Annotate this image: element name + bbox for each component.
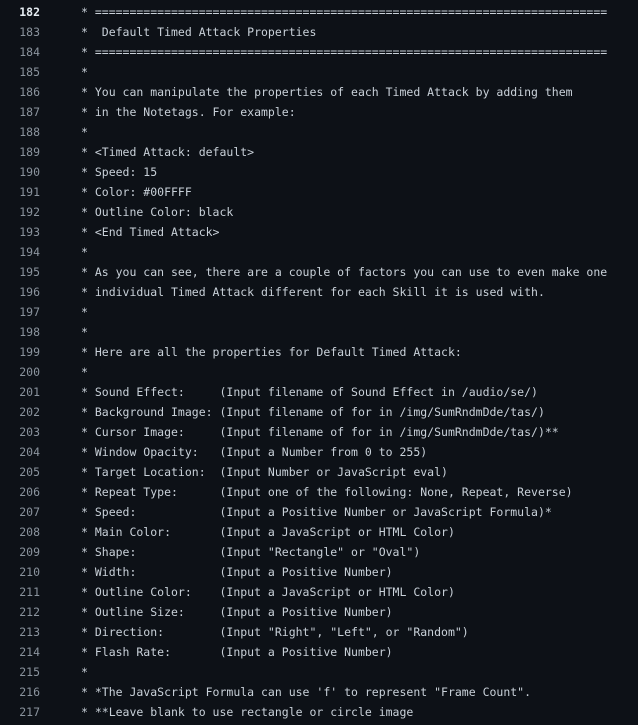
code-line <box>0 342 638 362</box>
code-text: * Speed: 15 <box>81 165 158 179</box>
code-line <box>0 222 638 242</box>
code-text: * in the Notetags. For example: <box>81 105 296 119</box>
line-number[interactable]: 199 <box>19 345 40 359</box>
code-line <box>0 2 638 22</box>
code-line <box>0 422 638 442</box>
line-number[interactable]: 197 <box>19 305 40 319</box>
line-number[interactable]: 201 <box>19 385 40 399</box>
code-line <box>0 162 638 182</box>
code-text: * As you can see, there are a couple of factors you can use to even make one <box>81 265 608 279</box>
code-text: * Width: (Input a Positive Number) <box>81 565 393 579</box>
code-line <box>0 682 638 702</box>
line-number[interactable]: 214 <box>19 645 40 659</box>
line-number[interactable]: 204 <box>19 445 40 459</box>
line-number[interactable]: 210 <box>19 565 40 579</box>
code-line <box>0 402 638 422</box>
code-line <box>0 302 638 322</box>
code-text: * Outline Color: (Input a JavaScript or HTML Color) <box>81 585 455 599</box>
code-text: * <box>81 365 88 379</box>
code-line <box>0 42 638 62</box>
line-number[interactable]: 186 <box>19 85 40 99</box>
code-text: * ========================================================================== <box>81 5 608 19</box>
line-number[interactable]: 195 <box>19 265 40 279</box>
code-text: * Outline Color: black <box>81 205 234 219</box>
code-text: * *The JavaScript Formula can use 'f' to represent "Frame Count". <box>81 685 532 699</box>
line-number[interactable]: 208 <box>19 525 40 539</box>
line-number[interactable]: 206 <box>19 485 40 499</box>
line-number[interactable]: 198 <box>19 325 40 339</box>
line-number[interactable]: 200 <box>19 365 40 379</box>
code-text: * Window Opacity: (Input a Number from 0 to 255) <box>81 445 428 459</box>
code-text: * <box>81 245 88 259</box>
code-text: * Main Color: (Input a JavaScript or HTML Color) <box>81 525 455 539</box>
line-number[interactable]: 193 <box>19 225 40 239</box>
code-line <box>0 482 638 502</box>
code-text: * Outline Size: (Input a Positive Number) <box>81 605 393 619</box>
code-line <box>0 582 638 602</box>
code-text: * Here are all the properties for Default Timed Attack: <box>81 345 462 359</box>
code-line <box>0 82 638 102</box>
code-text: * Sound Effect: (Input filename of Sound Effect in /audio/se/) <box>81 385 538 399</box>
code-line <box>0 562 638 582</box>
line-number[interactable]: 183 <box>19 25 40 39</box>
line-number[interactable]: 215 <box>19 665 40 679</box>
code-line <box>0 382 638 402</box>
line-number[interactable]: 191 <box>19 185 40 199</box>
code-text: * <End Timed Attack> <box>81 225 220 239</box>
code-text: * **Leave blank to use rectangle or circle image <box>81 705 414 719</box>
code-line <box>0 22 638 42</box>
line-number[interactable]: 217 <box>19 705 40 719</box>
line-number[interactable]: 184 <box>19 45 40 59</box>
code-line <box>0 282 638 302</box>
code-text: * individual Timed Attack different for each Skill it is used with. <box>81 285 545 299</box>
code-line <box>0 522 638 542</box>
code-text: * Speed: (Input a Positive Number or JavaScript Formula)* <box>81 505 552 519</box>
code-line <box>0 642 638 662</box>
code-line <box>0 122 638 142</box>
line-number[interactable]: 192 <box>19 205 40 219</box>
code-text: * You can manipulate the properties of each Timed Attack by adding them <box>81 85 573 99</box>
code-line <box>0 502 638 522</box>
code-text: * Repeat Type: (Input one of the following: None, Repeat, Reverse) <box>81 485 573 499</box>
line-number[interactable]: 216 <box>19 685 40 699</box>
code-text: * Background Image: (Input filename of for in /img/SumRndmDde/tas/) <box>81 405 545 419</box>
code-line <box>0 262 638 282</box>
code-line <box>0 362 638 382</box>
line-number[interactable]: 202 <box>19 405 40 419</box>
code-line <box>0 622 638 642</box>
line-number[interactable]: 203 <box>19 425 40 439</box>
code-text: * Color: #00FFFF <box>81 185 192 199</box>
code-text: * Default Timed Attack Properties <box>81 25 317 39</box>
code-line <box>0 102 638 122</box>
code-line <box>0 202 638 222</box>
code-line <box>0 442 638 462</box>
line-number[interactable]: 209 <box>19 545 40 559</box>
code-text: * <box>81 65 88 79</box>
code-text: * Target Location: (Input Number or JavaScript eval) <box>81 465 448 479</box>
line-number[interactable]: 185 <box>19 65 40 79</box>
line-number[interactable]: 182 <box>19 5 40 19</box>
code-text: * <Timed Attack: default> <box>81 145 255 159</box>
code-line <box>0 142 638 162</box>
code-text: * <box>81 665 88 679</box>
code-text: * Direction: (Input "Right", "Left", or "Random") <box>81 625 469 639</box>
line-number[interactable]: 213 <box>19 625 40 639</box>
code-text: * Cursor Image: (Input filename of for in /img/SumRndmDde/tas/)** <box>81 425 559 439</box>
code-line <box>0 702 638 722</box>
code-line <box>0 242 638 262</box>
code-line <box>0 662 638 682</box>
code-text: * Flash Rate: (Input a Positive Number) <box>81 645 393 659</box>
line-number[interactable]: 188 <box>19 125 40 139</box>
line-number[interactable]: 190 <box>19 165 40 179</box>
line-number[interactable]: 194 <box>19 245 40 259</box>
line-number[interactable]: 211 <box>19 585 40 599</box>
code-text: * <box>81 125 88 139</box>
line-number[interactable]: 207 <box>19 505 40 519</box>
code-line <box>0 542 638 562</box>
code-line <box>0 182 638 202</box>
code-line <box>0 62 638 82</box>
line-number[interactable]: 196 <box>19 285 40 299</box>
code-line <box>0 462 638 482</box>
code-text: * ========================================================================== <box>81 45 608 59</box>
line-number[interactable]: 205 <box>19 465 40 479</box>
code-text: * <box>81 325 88 339</box>
line-number[interactable]: 189 <box>19 145 40 159</box>
code-line <box>0 322 638 342</box>
code-text: * Shape: (Input "Rectangle" or "Oval") <box>81 545 421 559</box>
line-number[interactable]: 212 <box>19 605 40 619</box>
code-line <box>0 602 638 622</box>
line-number[interactable]: 187 <box>19 105 40 119</box>
code-text: * <box>81 305 88 319</box>
